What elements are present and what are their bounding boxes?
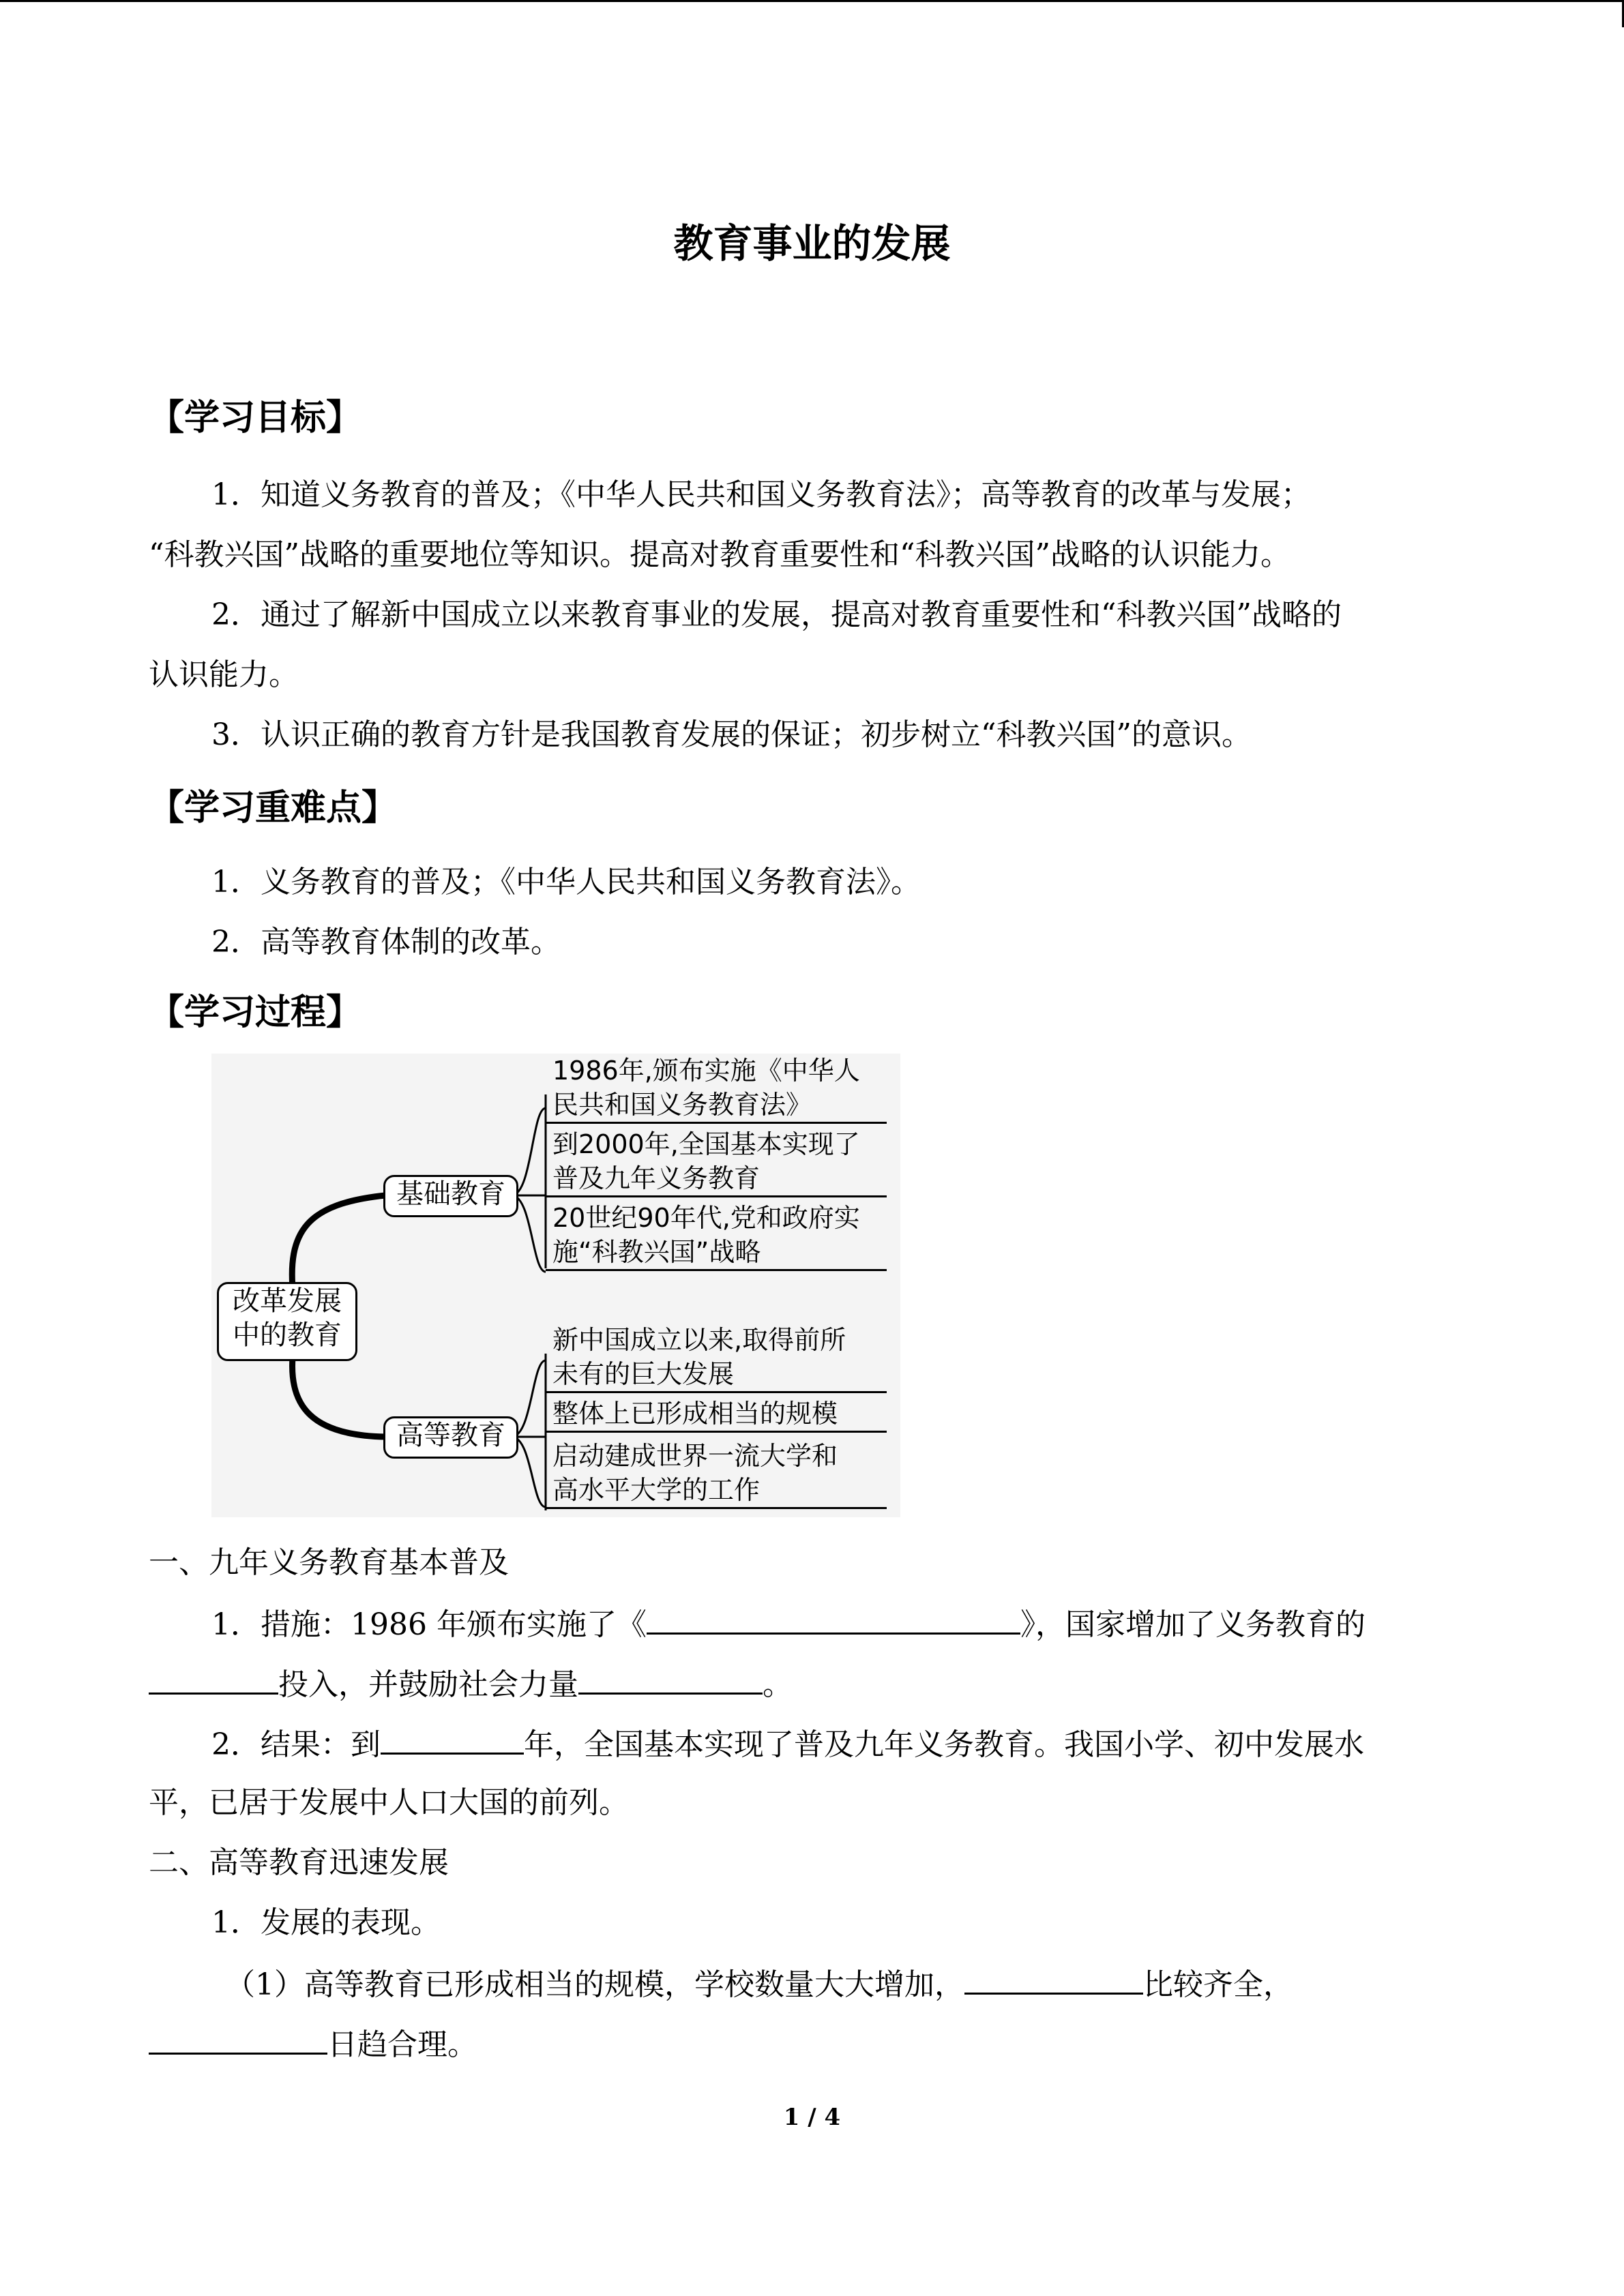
section-2-item-1a-line-2 (149, 2023, 477, 2066)
higher-leaf-3 (546, 1439, 887, 1509)
basic-leaf-1 (546, 1054, 887, 1124)
basic-leaf-1-line-1: 1986年,颁布实施《中华人 (552, 1056, 860, 1086)
blank-social-forces[interactable] (578, 1663, 763, 1695)
root-label-line-1: 改革发展 (233, 1285, 342, 1317)
basic-leaf-2-line-1: 到2000年,全国基本实现了 (552, 1129, 860, 1159)
section-1-item-2-line-2: 平，已居于发展中人口大国的前列。 (149, 1785, 629, 1820)
basic-leaf-2 (546, 1127, 887, 1197)
section-1-item-1-line-1 (211, 1602, 1365, 1645)
measure-text-b: 》，国家增加了义务教育的 (1020, 1607, 1365, 1642)
section-1-heading: 一、九年义务教育基本普及 (149, 1545, 509, 1580)
key-point-1: 1．义务教育的普及；《中华人民共和国义务教育法》。 (211, 865, 921, 899)
higher-leaf-1-line-1: 新中国成立以来,取得前所 (552, 1325, 846, 1355)
basic-leaf-3-line-1: 20世纪90年代,党和政府实 (552, 1203, 860, 1233)
higher-leaf-1-line-2: 未有的巨大发展 (552, 1359, 735, 1389)
higher-leaf-3-line-1: 启动建成世界一流大学和 (552, 1441, 838, 1471)
basic-leaf-3-line-2: 施“科教兴国”战略 (552, 1237, 761, 1267)
blank-investment[interactable] (149, 1663, 278, 1695)
mind-map-root (217, 1282, 357, 1361)
basic-leaf-3 (546, 1201, 887, 1271)
section-2-item-1: 1．发展的表现。 (211, 1905, 441, 1940)
basic-leaf-2-line-2: 普及九年义务教育 (552, 1163, 761, 1193)
section-1-item-2-line-1 (211, 1723, 1364, 1765)
heading-key-points: 【学习重难点】 (149, 788, 398, 829)
result-text-a: 2．结果：到 (211, 1727, 381, 1762)
blank-disciplines[interactable] (964, 1963, 1143, 1995)
heading-goals: 【学习目标】 (149, 398, 362, 438)
mind-map-diagram (211, 1054, 900, 1517)
blank-structure[interactable] (149, 2023, 327, 2055)
result-text-b: 年，全国基本实现了普及九年义务教育。我国小学、初中发展水 (524, 1727, 1364, 1762)
higher-leaf-2-line-1: 整体上已形成相当的规模 (552, 1399, 838, 1429)
key-point-2: 2．高等教育体制的改革。 (211, 925, 561, 959)
goal-1-line-2: “科教兴国”战略的重要地位等知识。提高对教育重要性和“科教兴国”战略的认识能力。 (149, 537, 1290, 572)
page-top-border (0, 0, 1624, 2)
section-1-item-1-line-2 (149, 1663, 793, 1705)
higher-leaf-1 (546, 1323, 887, 1393)
scale-text-b: 比较齐全， (1143, 1967, 1293, 2002)
page-number: 1 / 4 (783, 2104, 841, 2131)
node-higher-education: 高等教育 (383, 1416, 518, 1459)
scale-text-a: （1）高等教育已形成相当的规模，学校数量大大增加， (225, 1967, 964, 2002)
higher-leaf-3-line-2: 高水平大学的工作 (552, 1475, 761, 1505)
goal-2-line-2: 认识能力。 (149, 657, 299, 692)
section-2-heading: 二、高等教育迅速发展 (149, 1845, 449, 1880)
goal-1-line-1: 1．知道义务教育的普及；《中华人民共和国义务教育法》；高等教育的改革与发展； (211, 477, 1311, 512)
goal-2-line-1: 2．通过了解新中国成立以来教育事业的发展，提高对教育重要性和“科教兴国”战略的 (211, 597, 1342, 632)
blank-year[interactable] (381, 1723, 524, 1755)
measure-text-c: 投入，并鼓励社会力量 (278, 1667, 578, 1702)
higher-leaf-2 (546, 1397, 887, 1433)
measure-text-d: 。 (763, 1667, 793, 1702)
blank-law-name[interactable] (647, 1602, 1020, 1635)
node-basic-education: 基础教育 (383, 1175, 518, 1217)
page-title: 教育事业的发展 (673, 220, 951, 267)
scale-text-c: 日趋合理。 (327, 2027, 477, 2062)
heading-process: 【学习过程】 (149, 992, 362, 1033)
root-label-line-2: 中的教育 (233, 1320, 342, 1351)
goal-3: 3．认识正确的教育方针是我国教育发展的保证；初步树立“科教兴国”的意识。 (211, 717, 1252, 752)
basic-leaf-1-line-2: 民共和国义务教育法》 (552, 1090, 812, 1120)
measure-text-a: 1．措施：1986 年颁布实施了《 (211, 1607, 647, 1642)
section-2-item-1a-line-1 (225, 1963, 1293, 2006)
